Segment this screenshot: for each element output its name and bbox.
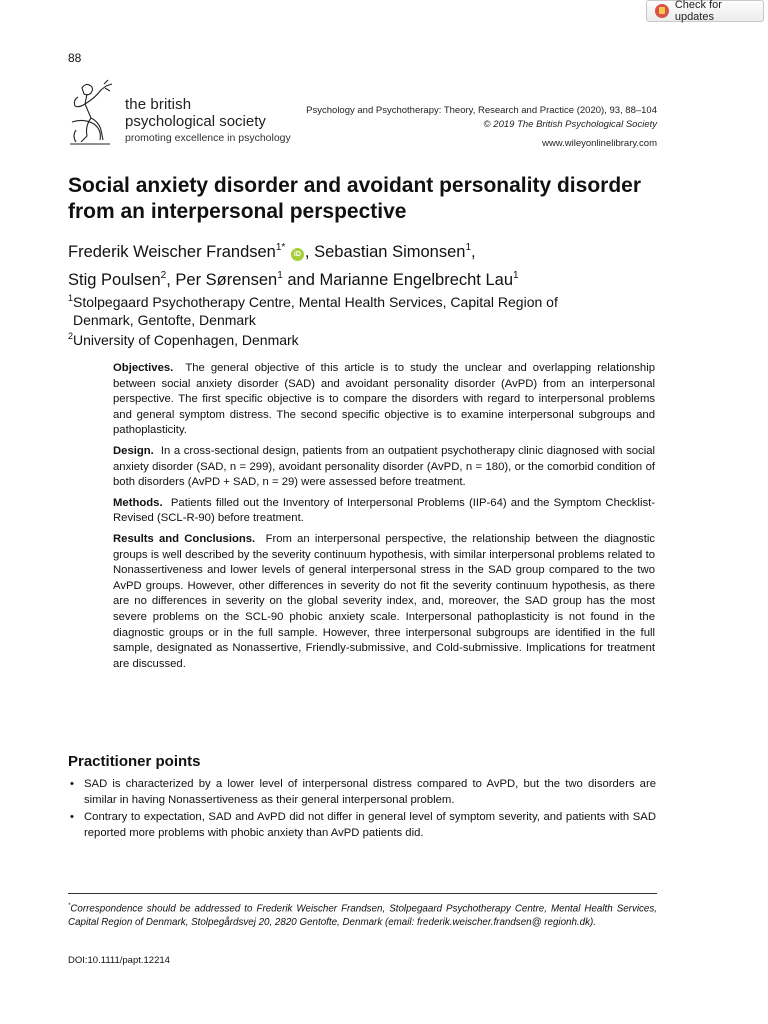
- author-name[interactable]: Stig Poulsen: [68, 271, 161, 289]
- author-name[interactable]: Frederik Weischer Frandsen: [68, 243, 276, 261]
- author-line-2: Stig Poulsen$^2$, Per Sørensen$^1$ and Marianne Engelbrecht Lau$^1$: [68, 270, 519, 289]
- abstract-results: Results and Conclusions. From an interpersonal perspective, the relationship between the diagnostic groups is well described by the severity continuum hypothesis, with similar interpersonal problems related to Nonassertiveness and lower levels of general interpersonal stress in the SAD group compared to the two AvPD groups. However, other differences in severity do not fit the severity continuum hypothesis, as there are no differences in severity on the global severity index, and, moreover, the SAD group has the most severe problems on the SCL-90 phobic anxiety scale. Interpersonal pathoplasticity is not found in the diagnostic groups or in the full sample. However, three interpersonal subgroups are identified in the full sample, designated as Nonassertive, Friendly-submissive, and Cold-submissive. Implications for treatment are discussed.: [113, 532, 656, 670]
- practitioner-points-heading: Practitioner points: [68, 753, 201, 770]
- article-title: Social anxiety disorder and avoidant personality disorder from an interpersonal perspective: [68, 174, 641, 223]
- journal-info: [306, 104, 657, 132]
- publisher-name-line1: the british: [125, 96, 192, 113]
- page-number: 88: [68, 51, 82, 65]
- publisher-name-line2: psychological society: [125, 113, 266, 130]
- author-list: [68, 236, 708, 292]
- author-name[interactable]: , Sebastian Simonsen: [304, 243, 466, 261]
- author-name[interactable]: Per Sørensen: [170, 271, 278, 289]
- journal-website-link[interactable]: www.wileyonlinelibrary.com: [542, 138, 657, 149]
- correspondence-footnote: *Correspondence should be addressed to Frederik Weischer Frandsen, Stolpegaard Psychotherapy Centre, Mental Health Services, Capital Region of Denmark, Stolpegårdsvej 20, 2820 Gentofte, Denmark (email: frederik.weischer.frandsen@ regionh.dk).: [68, 903, 657, 929]
- abstract: [113, 361, 655, 677]
- bullet-icon: •: [70, 778, 74, 790]
- practitioner-points-list: [68, 777, 656, 843]
- abstract-design: Design. In a cross-sectional design, patients from an outpatient psychotherapy clinic diagnosed with social anxiety disorder (SAD, n = 299), avoidant personality disorder (AvPD, n = 180), or the comorbid condition of both disorders (AvPD + SAD, n = 29) were assessed before treatment.: [113, 444, 655, 489]
- author-name[interactable]: and Marianne Engelbrecht Lau: [282, 271, 514, 289]
- publisher-tagline: promoting excellence in psychology: [125, 132, 291, 144]
- check-for-updates-label: Check for updates: [674, 0, 722, 23]
- abstract-objectives: Objectives. The general objective of this article is to study the unclear and overlapping relationship between social anxiety disorder (SAD) and avoidant personality disorder (AvPD) from an interpersonal perspective. The first specific objective is to compare the disorders with regard to interpersonal problems and general symptom distress. The second specific objective is to examine interpersonal subgroups and pathoplasticity.: [113, 362, 656, 437]
- abstract-methods: Methods. Patients filled out the Inventory of Interpersonal Problems (IIP-64) and the Symptom Checklist-Revised (SCL-R-90) before treatment.: [113, 496, 656, 525]
- orcid-icon[interactable]: iD: [291, 248, 304, 261]
- bps-logo-icon: [64, 78, 120, 150]
- list-item: • Contrary to expectation, SAD and AvPD did not differ in general level of symptom severity, and patients with SAD reported more problems with phobic anxiety than AvPD patients did.: [70, 811, 656, 839]
- affiliation-2: $^2$University of Copenhagen, Denmark: [68, 331, 299, 348]
- list-item: • SAD is characterized by a lower level of interpersonal distress compared to AvPD, but the two disorders are similar in having Nonassertiveness as their general interpersonal problem.: [70, 778, 656, 806]
- footnote-divider: [68, 893, 657, 894]
- check-for-updates-button[interactable]: [646, 0, 764, 22]
- crossmark-icon: [655, 4, 669, 18]
- journal-citation: Psychology and Psychotherapy: Theory, Research and Practice (2020), 93, 88–104: [306, 105, 657, 116]
- doi-link[interactable]: DOI:10.1111/papt.12214: [68, 955, 170, 966]
- affiliation-1: $^1$Stolpegaard Psychotherapy Centre, Mental Health Services, Capital Region of Denmark, Gentofte, Denmark: [68, 293, 558, 328]
- bullet-icon: •: [70, 811, 74, 824]
- journal-copyright: © 2019 The British Psychological Society: [483, 119, 657, 130]
- author-line-1: Frederik Weischer Frandsen$^{1*}$ iD , Sebastian Simonsen$^1$,: [68, 242, 476, 261]
